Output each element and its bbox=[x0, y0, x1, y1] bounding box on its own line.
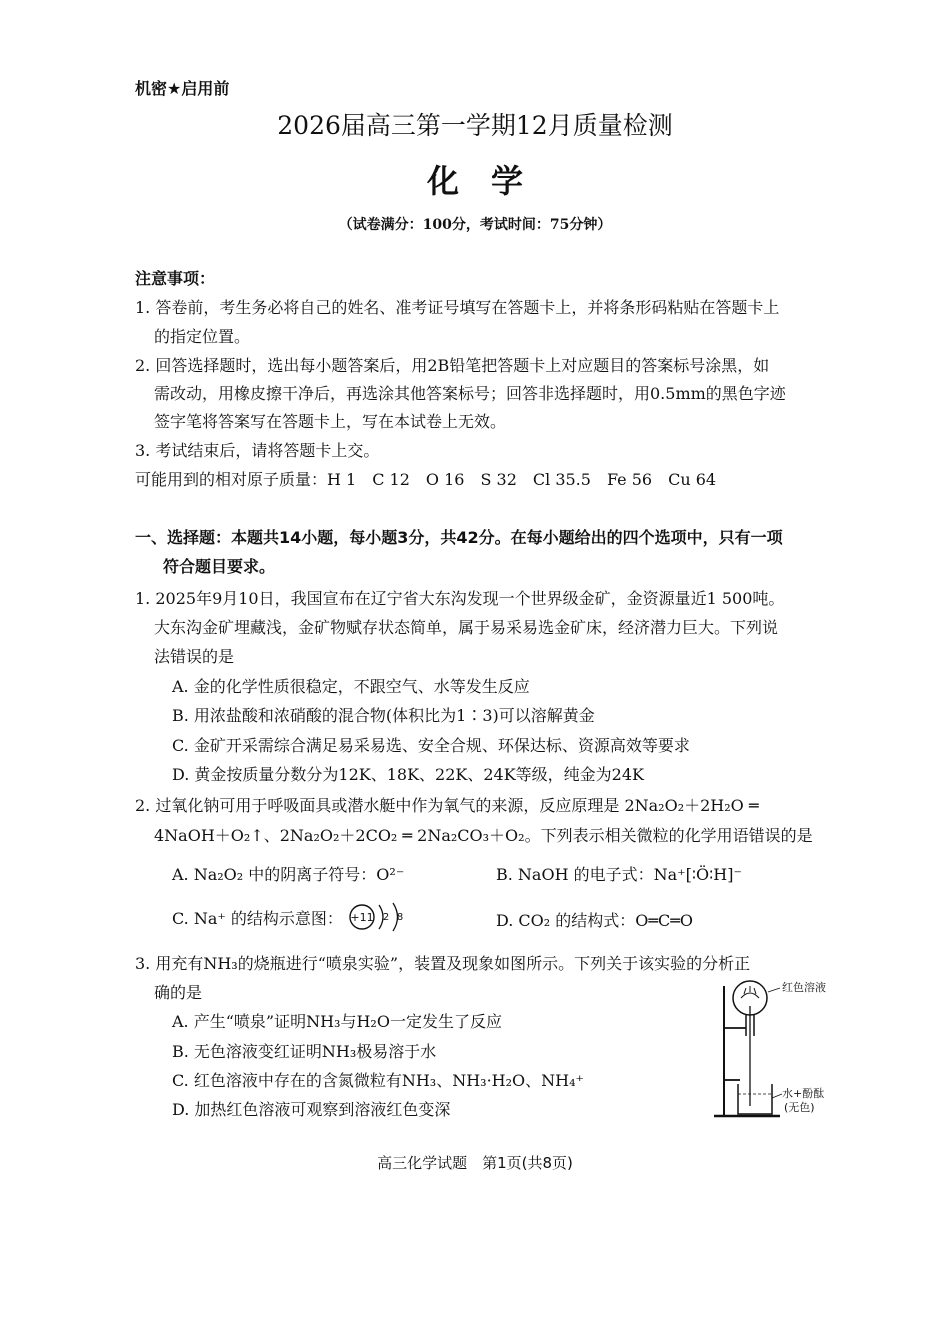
label-leader-bottom bbox=[772, 1094, 782, 1098]
label-water-phenolphthalein: 水+酚酞 bbox=[782, 1087, 825, 1100]
q1-option-d: D. 黄金按质量分数分为12K、18K、22K、24K等级，纯金为24K bbox=[172, 765, 644, 784]
subject-title: 化 学 bbox=[426, 162, 523, 200]
q3-option-a: A. 产生“喷泉”证明NH₃与H₂O一定发生了反应 bbox=[172, 1012, 502, 1031]
atomic-masses: 可能用到的相对原子质量：H 1 C 12 O 16 S 32 Cl 35.5 Fe 56 Cu 64 bbox=[135, 470, 717, 489]
beaker bbox=[738, 1084, 772, 1114]
q3-option-c: C. 红色溶液中存在的含氮微粒有NH₃、NH₃·H₂O、NH₄⁺ bbox=[172, 1071, 584, 1090]
label-leader-top bbox=[768, 988, 780, 992]
notice-line: 签字笔将答案写在答题卡上，写在本试卷上无效。 bbox=[154, 412, 507, 431]
q1-stem: 1. 2025年9月10日，我国宣布在辽宁省大东沟发现一个世界级金矿，金资源量近1 500吨。 bbox=[135, 589, 785, 608]
page-footer: 高三化学试题 第1页(共8页) bbox=[377, 1154, 573, 1172]
q2-option-d: D. CO₂ 的结构式：O═C═O bbox=[496, 911, 694, 930]
q3-option-b: B. 无色溶液变红证明NH₃极易溶于水 bbox=[172, 1042, 437, 1061]
notice-line: 需改动，用橡皮擦干净后，再选涂其他答案标号；回答非选择题时，用0.5mm的黑色字迹 bbox=[154, 384, 786, 403]
notice-line: 1. 答卷前，考生务必将自己的姓名、准考证号填写在答题卡上，并将条形码粘贴在答题卡上 bbox=[135, 298, 780, 317]
notice-line: 的指定位置。 bbox=[154, 327, 251, 346]
notice-line: 3. 考试结束后，请将答题卡上交。 bbox=[135, 441, 380, 460]
q1-stem: 法错误的是 bbox=[154, 647, 235, 666]
label-colorless: (无色) bbox=[784, 1101, 815, 1114]
section-heading: 一、选择题：本题共14小题，每小题3分，共42分。在每小题给出的四个选项中，只有一项 bbox=[135, 528, 783, 547]
q2-option-b: B. NaOH 的电子式：Na⁺[∶Ö∶H]⁻ bbox=[496, 865, 742, 884]
notice-heading: 注意事项： bbox=[135, 269, 216, 288]
q2-option-a: A. Na₂O₂ 中的阴离子符号：O²⁻ bbox=[172, 865, 405, 884]
fountain-experiment-figure bbox=[710, 976, 840, 1126]
q1-option-c: C. 金矿开采需综合满足易采易选、安全合规、环保达标、资源高效等要求 bbox=[172, 736, 690, 755]
q3-stem: 确的是 bbox=[154, 983, 203, 1002]
q3-stem: 3. 用充有NH₃的烧瓶进行“喷泉实验”，装置及现象如图所示。下列关于该实验的分析正 bbox=[135, 954, 751, 973]
shell-1-count: 2 bbox=[382, 912, 390, 923]
notice-line: 2. 回答选择题时，选出每小题答案后，用2B铅笔把答题卡上对应题目的答案标号涂黑，如 bbox=[135, 356, 770, 375]
q1-stem: 大东沟金矿埋藏浅，金矿物赋存状态简单，属于易采易选金矿床，经济潜力巨大。下列说 bbox=[154, 618, 779, 637]
nucleus-charge: +11 bbox=[350, 911, 374, 924]
q1-option-b: B. 用浓盐酸和浓硝酸的混合物(体积比为1∶3)可以溶解黄金 bbox=[172, 706, 595, 725]
shell-2-count: 8 bbox=[396, 912, 404, 923]
exam-title: 2026届高三第一学期12月质量检测 bbox=[277, 111, 673, 140]
confidential-mark: 机密★启用前 bbox=[135, 79, 230, 98]
q2-stem: 2. 过氧化钠可用于呼吸面具或潜水艇中作为氧气的来源，反应原理是 2Na₂O₂＋2H₂O ═ bbox=[135, 796, 759, 815]
q2-option-c-label: C. Na⁺ 的结构示意图： bbox=[172, 908, 343, 928]
na-ion-structure-diagram bbox=[347, 900, 427, 934]
q2-stem: 4NaOH＋O₂↑、2Na₂O₂＋2CO₂ ═ 2Na₂CO₃＋O₂。下列表示相关微粒的化学用语错误的是 bbox=[154, 826, 813, 845]
exam-info: （试卷满分：100分，考试时间：75分钟） bbox=[338, 217, 612, 233]
q1-option-a: A. 金的化学性质很稳定，不跟空气、水等发生反应 bbox=[172, 677, 530, 696]
section-heading-cont: 符合题目要求。 bbox=[163, 557, 276, 576]
q2-option-c bbox=[172, 900, 427, 934]
label-red-solution: 红色溶液 bbox=[782, 981, 826, 994]
q3-option-d: D. 加热红色溶液可观察到溶液红色变深 bbox=[172, 1100, 451, 1119]
